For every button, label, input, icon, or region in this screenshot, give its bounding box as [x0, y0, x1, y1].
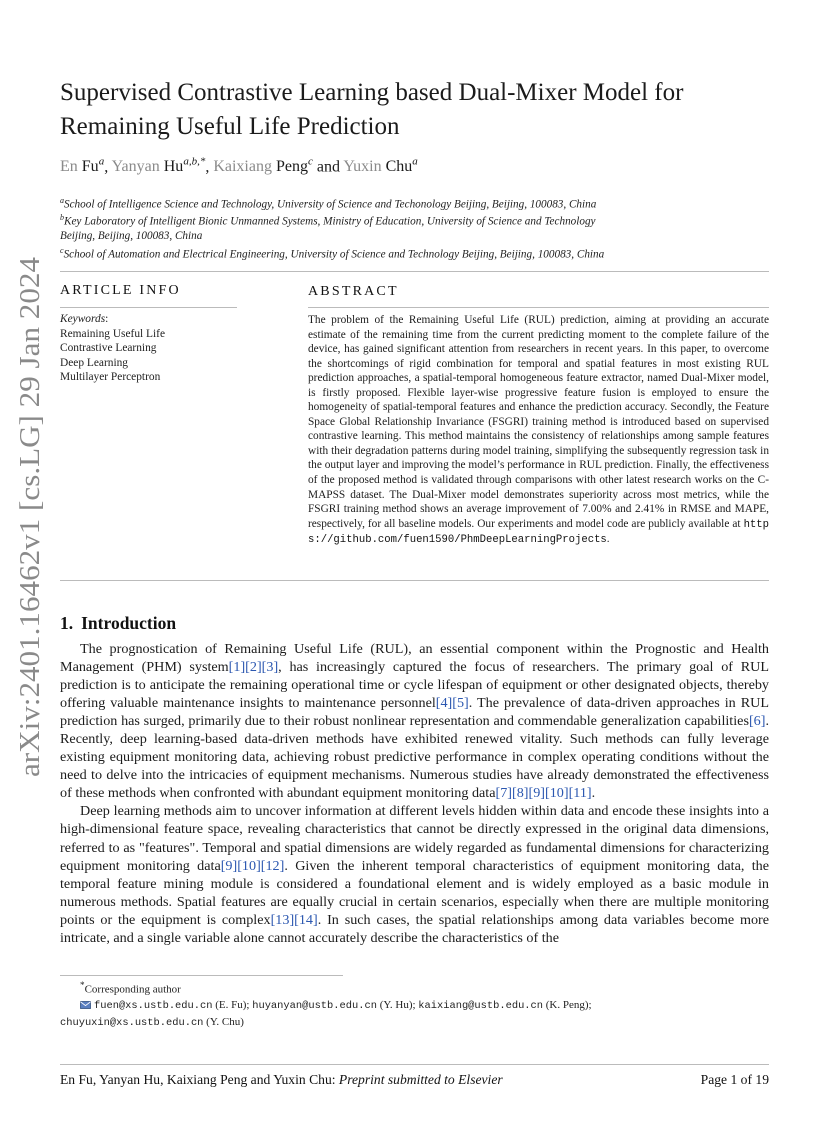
paragraph-text: Deep learning methods aim to uncover information at different levels hidden within data and encode these insights into a high-dimensional feature space, revealing characteristics that cannot be directly expressed in the original data dimensions, referred to as "features". Temporal and spatial dimensions are widely regarded as fundamental dimensions for characterizing equipment monitoring data — [60, 803, 769, 874]
paper-title — [60, 76, 760, 144]
footer-divider — [60, 1064, 769, 1065]
abstract-text: The problem of the Remaining Useful Life (RUL) prediction, aiming at providing an accurate estimate of the remaining time from the current predicting moment to the complete failure of the device, has gained significant attention from researchers in recent years. In this paper, to overcome the shortcomings of rigid combination for temporal and spatial features in most existing RUL prediction approaches, a spatial-temporal homogeneous feature extractor, named Dual-Mixer model, is firstly proposed. Flexible layer-wise progressive feature fusion is employed to ensure the homogeneity of spatial-temporal features and enhance the prediction accuracy. Secondly, the Feature Space Global Relationship Invariance (FSGRI) training method is introduced based on supervised contrastive learning. This method maintains the consistency of relationships among sample features with their degradation patterns during model training, simplifying the subsequently regression task in the output layer and improving the model’s performance in RUL prediction. Finally, the effectiveness of the proposed method is validated through comparisons with other latest research works on the C-MAPSS dataset. The Dual-Mixer model demonstrates superiority across most metrics, while the FSGRI training method shows an average improvement of 7.00% and 2.41% in RMSE and MAPE, respectively, for all baseline models. Our experiments and model code are publicly available at https://github.com/fuen1590/PhmDeepLearningProjects. — [308, 314, 769, 547]
paragraph-text: . The prevalence of data-driven approaches in RUL prediction has surged, primarily due to their robust nonlinear representation and commendable generalization capabilities — [60, 695, 769, 730]
footer-venue: Preprint submitted to Elsevier — [338, 1072, 503, 1087]
keyword-item: Remaining Useful Life — [60, 327, 166, 340]
affiliation-a: $^a$School of Intelligence Science and Technology, University of Science and Techonology Beijing, Beijing, 100083, China — [60, 196, 597, 211]
keyword-item: Deep Learning — [60, 356, 128, 369]
arxiv-identifier-stamp — [2, 255, 52, 780]
email-link[interactable]: fuen@xs.ustb.edu.cn — [94, 1000, 213, 1013]
page-footer — [60, 1072, 769, 1088]
author-4[interactable]: Yuxin Chu$^a$ — [343, 156, 418, 176]
paper-title-line-2: Remaining Useful Life Prediction — [60, 113, 400, 140]
keyword-item: Contrastive Learning — [60, 342, 157, 355]
citation-link[interactable]: [5] — [452, 695, 469, 712]
citation-link[interactable]: [7] — [495, 785, 513, 802]
section-heading-introduction: 1. Introduction — [60, 613, 177, 633]
article-info-divider — [60, 307, 237, 308]
citation-link[interactable]: [10] — [545, 785, 569, 802]
paragraph-text: The prognostication of Remaining Useful Life (RUL), an essential component within the Prognostic and Health Management (PHM) system — [60, 641, 769, 676]
code-repository-link[interactable]: https://github.com/fuen1590/PhmDeepLearningProjects — [308, 518, 769, 547]
paragraph-text: , has increasingly captured the focus of researchers. The primary goal of RUL prediction is to anticipate the remaining operational time or cycle lifespan of equipment or other designated objects, thereby offering valuable maintenance insights to maintenance personnel — [60, 659, 769, 712]
citation-link[interactable]: [3] — [261, 659, 279, 676]
citation-link[interactable]: [11] — [568, 785, 592, 802]
citation-link[interactable]: [13] — [270, 911, 295, 928]
paper-title-line-1: Supervised Contrastive Learning based Dual-Mixer Model for — [60, 79, 684, 106]
keywords-block: Keywords: Remaining Useful Life Contrastive Learning Deep Learning Multilayer Perceptron — [60, 312, 290, 385]
header-divider — [60, 271, 769, 272]
introduction-body — [60, 640, 769, 947]
affiliation-b: $^b$Key Laboratory of Intelligent Bionic Unmanned Systems, Ministry of Education, University of Science and Technology Beijing, Beijing, 100083, China — [60, 213, 596, 242]
affiliation-c: $^c$School of Automation and Electrical Engineering, University of Science and Technology Beijing, Beijing, 100083, China — [60, 246, 605, 261]
page-number: Page 1 of 19 — [700, 1072, 769, 1087]
envelope-icon — [80, 1001, 91, 1009]
paragraph-text: . Recently, deep learning-based data-driven methods have exhibited renewed vitality. Such methods can fully leverage existing equipment monitoring data, achieving robust predictive performance in complex operating conditions without the need to delve into the intricacies of equipment mechanisms. Numerous studies have already demonstrated the effectiveness of these methods when confronted with abundant equipment monitoring data — [60, 713, 769, 802]
corresponding-author-note: Corresponding author — [84, 983, 181, 996]
email-link[interactable]: chuyuxin@xs.ustb.edu.cn — [60, 1016, 204, 1029]
author-2[interactable]: Yanyan $Hu^{a,b,*}$ — [111, 156, 206, 176]
email-link[interactable]: huyanyan@ustb.edu.cn — [252, 1000, 377, 1013]
author-3[interactable]: Kaixiang Peng$^c$ — [213, 156, 313, 176]
citation-link[interactable]: [9] — [220, 857, 238, 874]
citation-link[interactable]: [4] — [435, 695, 453, 712]
arxiv-identifier-text: arXiv:2401.16462v1 [cs.LG] 29 Jan 2024 — [14, 292, 46, 777]
footer-authors: En Fu, Yanyan Hu, Kaixiang Peng and Yuxin Chu: — [60, 1072, 339, 1087]
citation-link[interactable]: [2] — [245, 659, 262, 676]
keywords-label: Keywords — [60, 313, 106, 325]
abstract-divider — [308, 307, 769, 308]
citation-link[interactable]: [10] — [237, 857, 261, 874]
footnote-block: *Corresponding author fuen@xs.ustb.edu.cn (E. Fu); huyanyan@ustb.edu.cn (Y. Hu); kaixiang@ustb.edu.cn (K. Peng); chuyuxin@xs.ustb.edu.cn (Y. Chu) — [60, 980, 592, 1029]
paragraph-text: . Given the inherent temporal characteristics of equipment monitoring data, the temporal feature mining module is considered a foundational element and is widely employed as a basic module in numerous methods. Spatial features are equally crucial in certain scenarios, especially when there are multiple monitoring points or the equipment is complex — [60, 857, 769, 928]
keyword-item: Multilayer Perceptron — [60, 371, 161, 384]
intro-paragraph-2 — [60, 802, 769, 946]
email-link[interactable]: kaixiang@ustb.edu.cn — [418, 1000, 544, 1013]
abstract-bottom-divider — [60, 580, 769, 581]
footnote-divider — [60, 975, 343, 976]
citation-link[interactable]: [6] — [748, 713, 766, 730]
citation-link[interactable]: [12] — [260, 857, 285, 874]
citation-link[interactable]: [8] — [512, 785, 529, 802]
paragraph-text: . — [591, 785, 596, 802]
paragraph-text: . In such cases, the spatial relationships among data variables become more intricate, and a single variable alone cannot accurately describe the characteristics of the — [60, 911, 769, 946]
author-1[interactable]: En Fu$^a$ — [60, 156, 105, 176]
author-list: En Fu$^a$, Yanyan $Hu^{a,b,*}$, Kaixiang Peng$^c$ and Yuxin Chu$^a$ — [60, 156, 418, 176]
citation-link[interactable]: [1] — [228, 659, 246, 676]
citation-link[interactable]: [14] — [294, 911, 318, 928]
citation-link[interactable]: [9] — [528, 785, 546, 802]
article-info-heading: ARTICLE INFO — [60, 283, 181, 298]
intro-paragraph-1 — [60, 640, 769, 802]
abstract-heading: ABSTRACT — [308, 284, 399, 299]
